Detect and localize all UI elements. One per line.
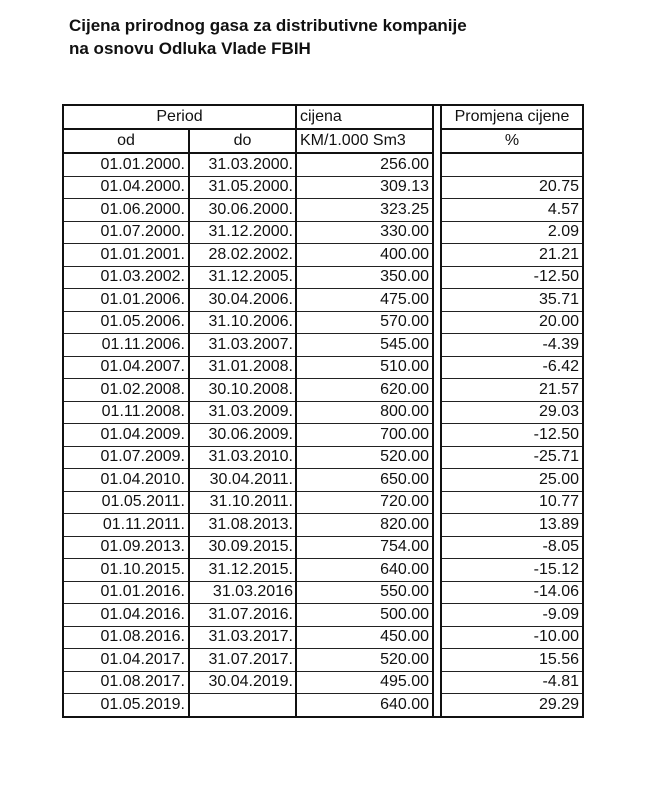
cell-change: 15.56: [441, 649, 583, 672]
cell-from: 01.10.2015.: [63, 559, 189, 582]
column-gap: [433, 176, 441, 199]
cell-price: 550.00: [296, 581, 433, 604]
cell-to: 31.07.2016.: [189, 604, 296, 627]
column-gap: [433, 289, 441, 312]
column-gap: [433, 491, 441, 514]
column-gap: [433, 581, 441, 604]
column-gap: [433, 536, 441, 559]
column-gap: [433, 105, 441, 129]
table-row: [63, 176, 583, 199]
cell-change: -15.12: [441, 559, 583, 582]
cell-price: 323.25: [296, 199, 433, 222]
cell-from: 01.04.2010.: [63, 469, 189, 492]
column-gap: [433, 266, 441, 289]
cell-price: 330.00: [296, 221, 433, 244]
cell-from: 01.01.2001.: [63, 244, 189, 267]
cell-price: 820.00: [296, 514, 433, 537]
cell-to: 30.04.2006.: [189, 289, 296, 312]
table-row: [63, 401, 583, 424]
cell-price: 700.00: [296, 424, 433, 447]
cell-from: 01.05.2019.: [63, 694, 189, 717]
table-row: [63, 221, 583, 244]
table-row: [63, 514, 583, 537]
column-gap: [433, 424, 441, 447]
cell-from: 01.09.2013.: [63, 536, 189, 559]
cell-to: 31.10.2011.: [189, 491, 296, 514]
table-row: [63, 311, 583, 334]
cell-price: 350.00: [296, 266, 433, 289]
title-line-1: Cijena prirodnog gasa za distributivne kompanije: [69, 16, 467, 35]
cell-to: 31.12.2015.: [189, 559, 296, 582]
column-gap: [433, 514, 441, 537]
table-row: [63, 626, 583, 649]
table-row: [63, 244, 583, 267]
cell-from: 01.04.2000.: [63, 176, 189, 199]
cell-to: 30.04.2011.: [189, 469, 296, 492]
table-row: [63, 289, 583, 312]
title-line-2: na osnovu Odluka Vlade FBIH: [69, 39, 311, 58]
cell-change: -4.39: [441, 334, 583, 357]
column-gap: [433, 311, 441, 334]
cell-from: 01.03.2002.: [63, 266, 189, 289]
cell-from: 01.01.2016.: [63, 581, 189, 604]
cell-to: 30.06.2009.: [189, 424, 296, 447]
table-row: [63, 469, 583, 492]
table-row: [63, 536, 583, 559]
cell-price: 475.00: [296, 289, 433, 312]
cell-price: 545.00: [296, 334, 433, 357]
cell-change: 4.57: [441, 199, 583, 222]
cell-from: 01.07.2000.: [63, 221, 189, 244]
column-gap: [433, 694, 441, 717]
cell-change: -14.06: [441, 581, 583, 604]
cell-price: 620.00: [296, 379, 433, 402]
cell-change: 29.29: [441, 694, 583, 717]
column-gap: [433, 559, 441, 582]
cell-change: -4.81: [441, 671, 583, 694]
cell-change: -6.42: [441, 356, 583, 379]
cell-price: 500.00: [296, 604, 433, 627]
header-from: od: [63, 129, 189, 153]
cell-price: 754.00: [296, 536, 433, 559]
cell-change: 35.71: [441, 289, 583, 312]
column-gap: [433, 221, 441, 244]
cell-change: 2.09: [441, 221, 583, 244]
table-row: [63, 559, 583, 582]
table-row: [63, 379, 583, 402]
table-row: [63, 649, 583, 672]
cell-to: 31.03.2007.: [189, 334, 296, 357]
cell-from: 01.05.2011.: [63, 491, 189, 514]
cell-change: -25.71: [441, 446, 583, 469]
cell-to: 31.12.2005.: [189, 266, 296, 289]
cell-price: 640.00: [296, 694, 433, 717]
column-gap: [433, 199, 441, 222]
cell-price: 520.00: [296, 446, 433, 469]
cell-to: 31.08.2013.: [189, 514, 296, 537]
header-change-unit: %: [441, 129, 583, 153]
table-row: [63, 604, 583, 627]
cell-from: 01.11.2006.: [63, 334, 189, 357]
table-row: [63, 424, 583, 447]
table-row: [63, 581, 583, 604]
cell-from: 01.04.2007.: [63, 356, 189, 379]
cell-change: -12.50: [441, 424, 583, 447]
header-change: Promjena cijene: [441, 105, 583, 129]
cell-to: 30.04.2019.: [189, 671, 296, 694]
column-gap: [433, 649, 441, 672]
header-row-2: [63, 129, 583, 153]
cell-change: 20.00: [441, 311, 583, 334]
column-gap: [433, 401, 441, 424]
document-title: [69, 14, 467, 60]
cell-price: 570.00: [296, 311, 433, 334]
cell-from: 01.11.2008.: [63, 401, 189, 424]
table-row: [63, 356, 583, 379]
cell-price: 520.00: [296, 649, 433, 672]
header-price-unit: KM/1.000 Sm3: [296, 129, 433, 153]
column-gap: [433, 356, 441, 379]
column-gap: [433, 446, 441, 469]
cell-price: 510.00: [296, 356, 433, 379]
table-body: [63, 153, 583, 717]
table-row: [63, 694, 583, 717]
cell-from: 01.07.2009.: [63, 446, 189, 469]
cell-price: 400.00: [296, 244, 433, 267]
cell-to: 31.03.2000.: [189, 153, 296, 176]
column-gap: [433, 244, 441, 267]
cell-change: 10.77: [441, 491, 583, 514]
cell-price: 640.00: [296, 559, 433, 582]
cell-from: 01.04.2009.: [63, 424, 189, 447]
header-row-1: [63, 105, 583, 129]
column-gap: [433, 671, 441, 694]
cell-to: 30.06.2000.: [189, 199, 296, 222]
cell-from: 01.08.2016.: [63, 626, 189, 649]
column-gap: [433, 626, 441, 649]
column-gap: [433, 129, 441, 153]
header-price: cijena: [296, 105, 433, 129]
cell-to: 31.03.2016: [189, 581, 296, 604]
cell-change: -9.09: [441, 604, 583, 627]
table-row: [63, 153, 583, 176]
cell-to: 31.03.2010.: [189, 446, 296, 469]
gas-price-table: [62, 104, 584, 718]
cell-price: 800.00: [296, 401, 433, 424]
cell-from: 01.04.2017.: [63, 649, 189, 672]
cell-price: 309.13: [296, 176, 433, 199]
cell-to: 31.07.2017.: [189, 649, 296, 672]
cell-from: 01.04.2016.: [63, 604, 189, 627]
cell-price: 650.00: [296, 469, 433, 492]
column-gap: [433, 379, 441, 402]
cell-change: 21.21: [441, 244, 583, 267]
cell-to: 31.05.2000.: [189, 176, 296, 199]
header-period: Period: [63, 105, 296, 129]
cell-change: -12.50: [441, 266, 583, 289]
table-row: [63, 266, 583, 289]
cell-change: 13.89: [441, 514, 583, 537]
table-row: [63, 334, 583, 357]
column-gap: [433, 604, 441, 627]
cell-to: 31.01.2008.: [189, 356, 296, 379]
column-gap: [433, 334, 441, 357]
cell-from: 01.02.2008.: [63, 379, 189, 402]
column-gap: [433, 469, 441, 492]
cell-from: 01.05.2006.: [63, 311, 189, 334]
cell-from: 01.08.2017.: [63, 671, 189, 694]
cell-to: 31.10.2006.: [189, 311, 296, 334]
cell-to: 28.02.2002.: [189, 244, 296, 267]
cell-change: -10.00: [441, 626, 583, 649]
cell-change: 25.00: [441, 469, 583, 492]
cell-price: 256.00: [296, 153, 433, 176]
cell-to: 31.03.2009.: [189, 401, 296, 424]
cell-price: 720.00: [296, 491, 433, 514]
cell-to: 30.09.2015.: [189, 536, 296, 559]
cell-to: 30.10.2008.: [189, 379, 296, 402]
cell-price: 450.00: [296, 626, 433, 649]
cell-change: 29.03: [441, 401, 583, 424]
cell-change: 20.75: [441, 176, 583, 199]
table-row: [63, 446, 583, 469]
cell-to: [189, 694, 296, 717]
table-row: [63, 199, 583, 222]
column-gap: [433, 153, 441, 176]
cell-from: 01.11.2011.: [63, 514, 189, 537]
table-row: [63, 671, 583, 694]
cell-change: -8.05: [441, 536, 583, 559]
cell-to: 31.03.2017.: [189, 626, 296, 649]
cell-change: [441, 153, 583, 176]
cell-from: 01.01.2006.: [63, 289, 189, 312]
cell-price: 495.00: [296, 671, 433, 694]
cell-from: 01.06.2000.: [63, 199, 189, 222]
cell-to: 31.12.2000.: [189, 221, 296, 244]
cell-change: 21.57: [441, 379, 583, 402]
cell-from: 01.01.2000.: [63, 153, 189, 176]
table-row: [63, 491, 583, 514]
header-to: do: [189, 129, 296, 153]
